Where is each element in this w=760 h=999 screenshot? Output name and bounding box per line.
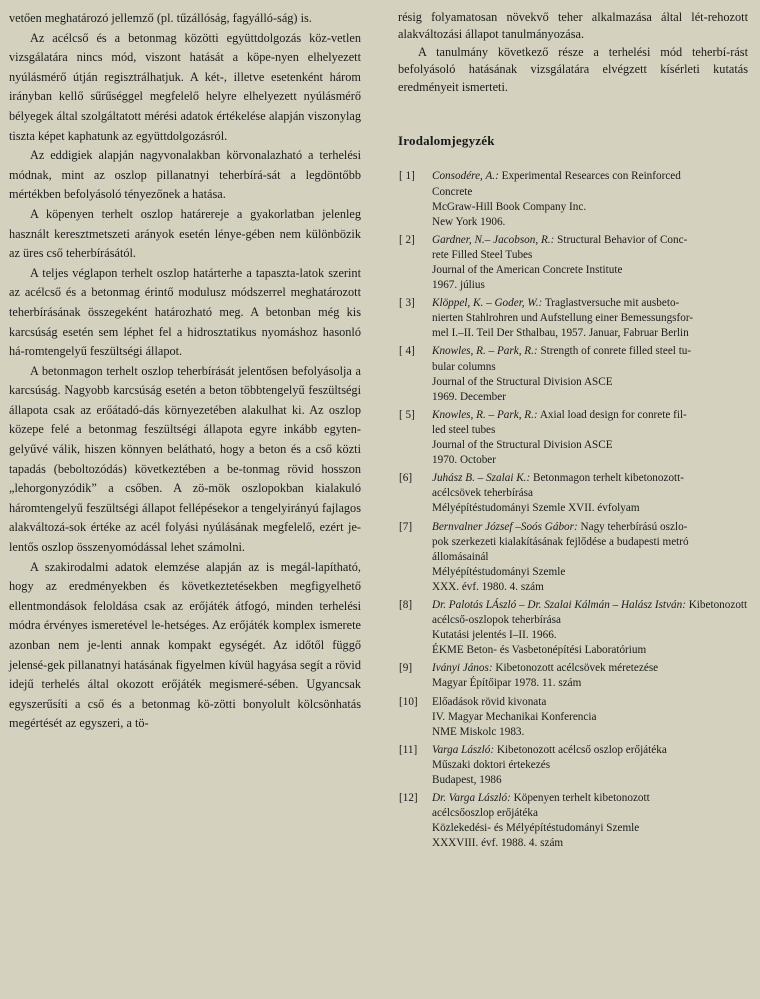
reference-line (432, 486, 748, 501)
reference-item (398, 233, 748, 293)
reference-number: [ 3] (399, 297, 415, 310)
reference-line (432, 501, 748, 516)
reference-text: Axial load design for conrete fil- (539, 408, 687, 421)
reference-line (432, 278, 748, 293)
reference-text: 1969. December (432, 390, 506, 403)
reference-line (432, 326, 748, 341)
reference-number: [ 1] (399, 170, 415, 183)
reference-line (432, 311, 748, 326)
reference-text: rete Filled Steel Tubes (432, 248, 533, 261)
reference-line (432, 821, 748, 836)
reference-line (432, 375, 748, 390)
reference-number: [ 4] (399, 345, 415, 358)
reference-text: Concrete (432, 185, 473, 198)
reference-text: Traglastversuche mit ausbeto- (544, 297, 680, 310)
reference-line (432, 695, 748, 710)
reference-text: Structural Behavior of Conc- (557, 233, 688, 246)
references-heading: Irodalomjegyzék (398, 133, 495, 149)
paragraph: Az acélcső és a betonmag közötti együttdolgozás köz-vetlen vizsgálatára nincs mód, viszont hatását a köpe-nyen elhelyezett nyúlásmérő útján regisztrálhatjuk. A két-, illetve esetenként három irányban kellő sűrűséggel megfelelő helyre elhelyezett nyúlásmérő bélyegek által szolgáltatott mérési adatok értékelése alapján viszonylag tiszta képet kaphatunk az együttdolgozásról. (9, 30, 361, 143)
reference-text: Journal of the American Concrete Institute (432, 264, 623, 276)
reference-line (432, 565, 748, 580)
reference-item (398, 471, 748, 516)
reference-text: acélcsőoszlop erőjátéka (432, 807, 538, 820)
reference-line (432, 263, 748, 278)
reference-line (432, 185, 748, 200)
reference-author: Consodére, A.: (432, 170, 499, 183)
reference-number: [6] (399, 472, 413, 485)
reference-text: Előadások rövid kivonata (432, 695, 547, 708)
reference-number: [ 2] (399, 233, 415, 246)
reference-number: [7] (399, 520, 413, 533)
reference-text: Journal of the Structural Division ASCE (432, 375, 613, 388)
right-text-column (398, 9, 748, 854)
reference-text: Nagy teherbírású oszlo- (580, 520, 688, 533)
reference-text: McGraw-Hill Book Company Inc. (432, 200, 587, 213)
reference-line (432, 390, 748, 405)
reference-text: nierten Stahlrohren und Aufstellung einer Bemessungsfor- (432, 312, 694, 325)
reference-author: Juhász B. – Szalai K.: (432, 472, 531, 485)
reference-line (432, 408, 748, 423)
reference-line (432, 233, 748, 248)
reference-line (432, 248, 748, 263)
reference-line (432, 791, 748, 806)
reference-item (398, 169, 748, 229)
paragraph: A tanulmány következő része a terhelési mód teherbí-rást befolyásoló hatásának vizsgálatára elvégzett kísérleti kutatás eredményeit ismerteti. (398, 44, 748, 94)
reference-text: Kibetonozott acélcső-oszlopok teherbírása (432, 598, 748, 627)
reference-line (432, 580, 748, 595)
reference-text: mel I.–II. Teil Der Sthalbau, 1957. Januar, Fabruar Berlin (432, 327, 689, 340)
reference-line (432, 676, 748, 691)
reference-text: Journal of the Structural Division ASCE (432, 439, 613, 452)
reference-item (398, 598, 748, 658)
reference-text: New York 1906. (432, 215, 506, 228)
reference-text: bular columns (432, 360, 496, 373)
paragraph: A teljes véglapon terhelt oszlop határterhe a tapaszta-latok szerint az acélcső és a betonmag érintő modulusz módszerrel meghatározott teherbírásának összegeként határozható meg. A betonban még kis karcsúság esetén sem léphet fel a hidrosztatikus nyomáshoz hasonló há-romtengelyű feszültségi állapot. (9, 265, 361, 359)
reference-author: Gardner, N.– Jacobson, R.: (432, 233, 555, 246)
reference-line (432, 438, 748, 453)
reference-number: [12] (399, 792, 418, 805)
reference-text: NME Miskolc 1983. (432, 725, 525, 738)
reference-text: Kutatási jelentés I–II. 1966. (432, 629, 557, 642)
paragraph: résig folyamatosan növekvő teher alkalmazása által lét-rehozott alakváltozási állapot tanulmányozása. (398, 10, 748, 42)
paragraph: Az eddigiek alapján nagyvonalakban körvonalazható a terhelési módnak, mint az oszlop pillanatnyi teherbírá-sát a legdöntőbb mértékben befolyásoló tényezőnek a hatása. (9, 148, 361, 202)
paragraph: A szakirodalmi adatok elemzése alapján az is megál-lapítható, hogy az eredményekben és következtetésekben megfigyelhető ellentmondások feloldása csak az erőjáték átfogó, minden terhelési módra érvényes ismeretével le-hetséges. Az erőjáték komplex ismerete azonban nem je-lenti annak kompakt egységét. Az időtől függő jelensé-gek pillanatnyi hatásának figyelmen kívül hagyása segít a rövid idejű terhelés által okozott erőjáték megismeré-sében. Ugyancsak egyszerűsíti a cső és a betonmag kö-zötti bonyolult kölcsönhatás megértését az egyszeri, a tö- (9, 559, 361, 731)
reference-item (398, 743, 748, 788)
reference-number: [8] (399, 598, 413, 611)
reference-author: Knowles, R. – Park, R.: (432, 345, 538, 358)
reference-line (432, 661, 748, 676)
reference-text: led steel tubes (432, 423, 496, 436)
left-text-column (9, 9, 361, 734)
reference-item (398, 408, 748, 468)
reference-number: [9] (399, 662, 413, 675)
reference-text: Strength of conrete filled steel tu- (540, 345, 692, 358)
reference-author: Knowles, R. – Park, R.: (432, 408, 538, 421)
reference-text: XXXVIII. évf. 1988. 4. szám (432, 837, 564, 850)
reference-line (432, 535, 748, 550)
reference-text: 1967. július (432, 279, 485, 292)
reference-line (432, 453, 748, 468)
paragraph: A betonmagon terhelt oszlop teherbírását jelentősen befolyásolja a karcsúság. Nagyobb karcsúság esetén a beton többtengelyű feszültségi állapota csak az erőátadó-dás környezetében alakulhat ki. Az oszlop közepe felé a betonmag feszültségi állapota egyre inkább egyten-gelyűvé válik, hiszen könnyen belátható, hogy a beton és a cső közti tapadás (beboltozódás) következtében a be-tonmag rövid hosszon „lehorgonyzódik” a csőben. A zö-mök oszlopokban kialakuló háromtengelyű feszültségi állapot fellépésekor a tengelyirányú fajlagos alakváltozá-sok értéke az acél folyási nyúlásának megfelelő, ezért je-lentős oszlop összenyomódással lehet számolni. (9, 363, 361, 555)
reference-text: pok szerkezeti kialakításának fejlődése a budapesti metró (432, 535, 689, 548)
paragraph: vetően meghatározó jellemző (pl. tűzállóság, fagyálló-ság) is. (9, 11, 312, 25)
reference-item (398, 344, 748, 404)
reference-item (398, 661, 748, 691)
reference-item (398, 296, 748, 341)
reference-line (432, 344, 748, 359)
reference-item (398, 695, 748, 740)
reference-line (432, 598, 748, 628)
reference-author: Bernvalner József –Soós Gábor: (432, 520, 578, 533)
reference-line (432, 423, 748, 438)
reference-number: [ 5] (399, 408, 415, 421)
reference-text: Köpenyen terhelt kibetonozott (513, 792, 650, 805)
reference-text: 1970. October (432, 454, 497, 467)
reference-text: acélcsövek teherbírása (432, 487, 533, 500)
reference-list (398, 169, 748, 851)
reference-text: Kibetonozott acélcső oszlop erőjátéka (496, 743, 667, 756)
reference-text: Mélyépítéstudományi Szemle XVII. évfolyam (432, 502, 640, 515)
reference-line (432, 471, 748, 486)
reference-number: [10] (399, 695, 418, 708)
reference-text: Kibetonozott acélcsövek méretezése (495, 662, 659, 675)
reference-line (432, 643, 748, 658)
reference-text: Magyar Építőipar 1978. 11. szám (432, 677, 582, 690)
reference-text: Budapest, 1986 (432, 774, 502, 786)
reference-author: Iványi János: (432, 662, 493, 675)
reference-line (432, 710, 748, 725)
reference-item (398, 791, 748, 851)
paragraph: A köpenyen terhelt oszlop határereje a gyakorlatban jelenleg használt keresztmetszeti arányok esetén lénye-gében nem különbözik az üres cső teherbírásától. (9, 206, 361, 261)
reference-line (432, 360, 748, 375)
reference-text: IV. Magyar Mechanikai Konferencia (432, 710, 597, 723)
reference-author: Dr. Varga László: (432, 792, 511, 805)
reference-text: XXX. évf. 1980. 4. szám (432, 580, 544, 593)
reference-line (432, 550, 748, 565)
reference-line (432, 520, 748, 535)
reference-line (432, 758, 748, 773)
reference-author: Klöppel, K. – Goder, W.: (432, 297, 543, 310)
reference-author: Varga László: (432, 743, 495, 756)
reference-text: Experimental Researces con Reinforced (501, 170, 681, 183)
reference-item (398, 520, 748, 595)
reference-author: Dr. Palotás LÁszló – Dr. Szalai Kálmán – Halász István: (432, 598, 686, 611)
reference-line (432, 725, 748, 740)
reference-text: Betonmagon terhelt kibetonozott- (533, 472, 684, 485)
reference-text: Mélyépítéstudományi Szemle (432, 565, 566, 578)
reference-text: Műszaki doktori értekezés (432, 758, 551, 771)
reference-line (432, 836, 748, 851)
reference-line (432, 628, 748, 643)
reference-text: Közlekedési- és Mélyépítéstudományi Szemle (432, 822, 640, 835)
reference-text: ÉKME Beton- és Vasbetonépítési Laboratórium (432, 644, 647, 657)
reference-text: állomásainál (432, 550, 489, 563)
reference-line (432, 773, 748, 788)
reference-line (432, 743, 748, 758)
reference-line (432, 169, 748, 184)
reference-number: [11] (399, 743, 418, 756)
reference-line (432, 200, 748, 215)
reference-line (432, 806, 748, 821)
reference-line (432, 296, 748, 311)
reference-line (432, 215, 748, 230)
